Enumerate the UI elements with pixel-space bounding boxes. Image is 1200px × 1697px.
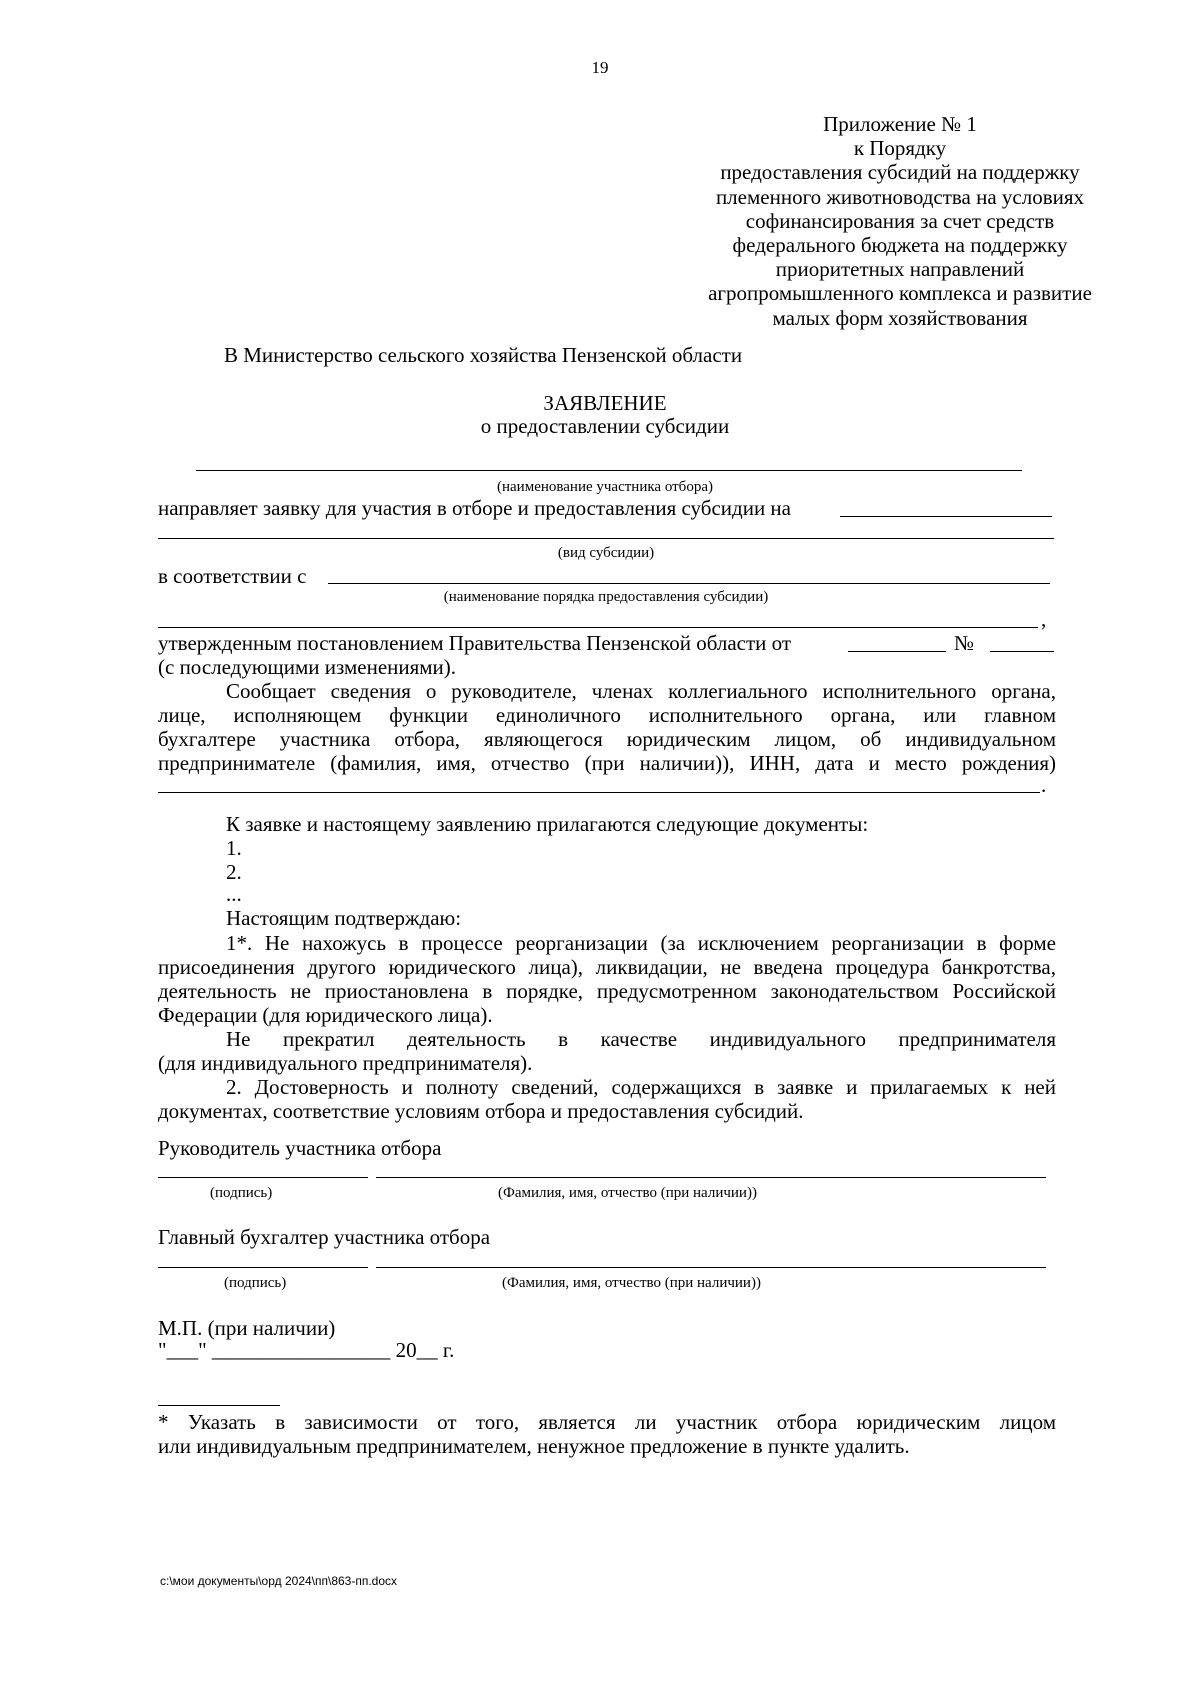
footnote-line: * Указать в зависимости от того, является ли участник отбора юридическим лицом — [158, 1410, 1056, 1434]
appendix-line: агропромышленного комплекса и развитие — [708, 281, 1092, 306]
confirm-text: Настоящим подтверждаю: — [226, 906, 462, 930]
page-number: 19 — [591, 58, 609, 77]
approved-text: утвержденным постановлением Правительства Пензенской области от — [158, 631, 792, 655]
footnote-line: или индивидуальным предпринимателем, ненужное предложение в пункте удалить. — [158, 1434, 910, 1458]
appendix-line: к Порядку — [853, 136, 947, 161]
clause-1-line: Федерации (для юридического лица). — [158, 1003, 493, 1027]
footnote-separator — [158, 1405, 280, 1406]
comma: , — [1041, 607, 1047, 631]
clause-1b-line: (для индивидуального предпринимателя). — [158, 1051, 533, 1075]
info-field[interactable] — [158, 792, 1040, 793]
head-fio-field[interactable] — [376, 1177, 1046, 1178]
period: . — [1041, 773, 1047, 797]
accountant-signature-field[interactable] — [158, 1267, 368, 1268]
subsidy-target-field[interactable] — [840, 516, 1052, 517]
date-line[interactable]: "___" _________________ 20__ г. — [158, 1338, 455, 1362]
info-paragraph-line: бухгалтере участника отбора, являющегося юридическим лицом, об индивидуальном — [158, 727, 1056, 751]
clause-1b-line: Не прекратил деятельность в качестве индивидуального предпринимателя — [226, 1027, 1056, 1051]
clause-1-line: присоединения другого юридического лица), ликвидации, не введена процедура банкротства, — [158, 955, 1056, 979]
accountant-fio-caption: (Фамилия, имя, отчество (при наличии)) — [502, 1275, 761, 1291]
procedure-name-caption: (наименование порядка предоставления субсидии) — [443, 589, 769, 605]
document-title: ЗАЯВЛЕНИЕ — [543, 391, 667, 415]
head-signature-caption: (подпись) — [210, 1185, 273, 1201]
file-path: c:\мои документы\орд 2024\пп\863-пп.docx — [160, 1574, 398, 1588]
doc-item: 1. — [226, 836, 242, 860]
doc-item: 2. — [226, 860, 242, 884]
participant-name-caption: (наименование участника отбора) — [497, 479, 713, 495]
head-label: Руководитель участника отбора — [158, 1136, 442, 1160]
document-subtitle: о предоставлении субсидии — [480, 414, 730, 438]
docs-intro: К заявке и настоящему заявлению прилагаются следующие документы: — [226, 812, 869, 836]
clause-1-line: деятельность не приостановлена в порядке, предусмотренном законодательством Российской — [158, 979, 1056, 1003]
subsidy-type-field[interactable] — [158, 538, 1054, 539]
stamp-text: М.П. (при наличии) — [158, 1316, 336, 1340]
participant-name-field[interactable] — [196, 470, 1022, 471]
amendments-text: (с последующими изменениями). — [158, 655, 457, 679]
appendix-line: предоставления субсидий на поддержку — [720, 160, 1080, 185]
doc-item-more: ... — [226, 882, 242, 906]
head-fio-caption: (Фамилия, имя, отчество (при наличии)) — [498, 1185, 757, 1201]
procedure-name-field-cont[interactable] — [158, 627, 1038, 628]
in-accordance-text: в соответствии с — [158, 564, 307, 588]
clause-1-line: 1*. Не нахожусь в процессе реорганизации (за исключением реорганизации в форме — [226, 931, 1056, 955]
subsidy-type-caption: (вид субсидии) — [557, 545, 655, 561]
appendix-line: малых форм хозяйствования — [772, 305, 1028, 330]
accountant-label: Главный бухгалтер участника отбора — [158, 1225, 491, 1249]
accountant-signature-caption: (подпись) — [224, 1275, 287, 1291]
appendix-line: племенного животноводства на условиях — [715, 184, 1085, 209]
clause-2-line: 2. Достоверность и полноту сведений, содержащихся в заявке и прилагаемых к ней — [226, 1075, 1056, 1099]
info-paragraph-line: лице, исполняющем функции единоличного исполнительного органа, или главном — [158, 703, 1056, 727]
clause-2-line: документах, соответствие условиям отбора и предоставления субсидий. — [158, 1099, 804, 1123]
resolution-date-field[interactable] — [848, 651, 946, 652]
addressee: В Министерство сельского хозяйства Пензенской области — [224, 343, 743, 367]
appendix-header — [640, 112, 1160, 330]
appendix-line: приоритетных направлений — [775, 257, 1025, 282]
number-sign: № — [954, 631, 975, 655]
appendix-line: Приложение № 1 — [823, 112, 977, 136]
info-paragraph-line: предпринимателе (фамилия, имя, отчество (при наличии)), ИНН, дата и место рождения) — [158, 751, 1056, 775]
applies-text: направляет заявку для участия в отборе и предоставления субсидии на — [158, 496, 791, 520]
head-signature-field[interactable] — [158, 1177, 368, 1178]
appendix-line: федерального бюджета на поддержку — [732, 233, 1068, 258]
procedure-name-field[interactable] — [328, 583, 1050, 584]
resolution-number-field[interactable] — [990, 651, 1054, 652]
accountant-fio-field[interactable] — [376, 1267, 1046, 1268]
appendix-line: софинансирования за счет средств — [745, 208, 1055, 233]
info-paragraph-line: Сообщает сведения о руководителе, членах коллегиального исполнительного органа, — [226, 679, 1056, 703]
